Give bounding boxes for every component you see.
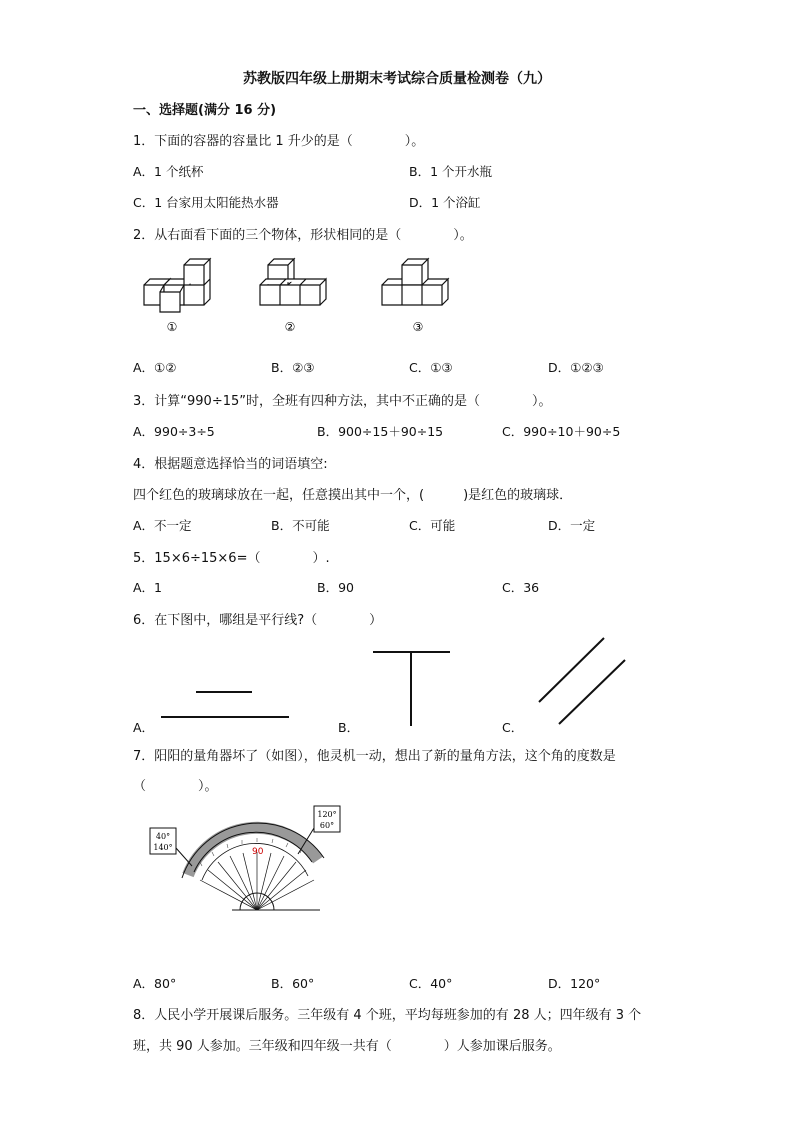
fig-label-2: ②: [284, 320, 296, 334]
q3-option-a[interactable]: A．990÷3÷5: [133, 424, 215, 439]
cube-figure-2: [260, 259, 326, 305]
q5-option-a[interactable]: A．1: [133, 580, 163, 595]
question-6-stem: 6．在下图中，哪组是平行线?（ ）: [133, 613, 383, 628]
q7-option-d[interactable]: D．120°: [548, 976, 601, 991]
fig-label-3: ③: [412, 320, 424, 334]
question-1-stem: 1．下面的容器的容量比 1 升少的是（ ）。: [133, 134, 425, 149]
question-7-stem-2: （ ）。: [133, 779, 218, 794]
question-8-line-2: 班，共 90 人参加。三年级和四年级一共有（ ）人参加课后服务。: [133, 1039, 561, 1054]
q4-option-c[interactable]: C．可能: [409, 518, 456, 533]
question-2-stem: 2．从右面看下面的三个物体，形状相同的是（ ）。: [133, 228, 473, 243]
parallel-lines-figures: [0, 632, 794, 732]
q3-option-c[interactable]: C．990÷10＋90÷5: [502, 424, 621, 439]
question-3-stem: 3．计算“990÷15”时，全班有四种方法，其中不正确的是（ ）。: [133, 394, 552, 409]
section-heading: 一、选择题(满分 16 分): [133, 103, 277, 118]
fig-label-1: ①: [166, 320, 178, 334]
option-c-line-2: [559, 660, 625, 724]
q5-option-b[interactable]: B．90: [317, 580, 354, 595]
q4-option-a[interactable]: A．不一定: [133, 518, 192, 533]
q6-option-c[interactable]: C．: [502, 720, 524, 735]
q4-option-b[interactable]: B．不可能: [271, 518, 330, 533]
q5-option-c[interactable]: C．36: [502, 580, 540, 595]
callout-right-top: 120°: [317, 810, 337, 819]
q1-option-d[interactable]: D．1 个浴缸: [409, 195, 481, 210]
q6-option-b[interactable]: B．: [338, 720, 360, 735]
page-title: 苏教版四年级上册期末考试综合质量检测卷（九）: [243, 71, 551, 87]
q1-option-b[interactable]: B．1 个开水瓶: [409, 164, 493, 179]
question-7-stem: 7．阳阳的量角器坏了（如图），他灵机一动，想出了新的量角方法，这个角的度数是: [133, 749, 616, 764]
q2-option-c[interactable]: C．①③: [409, 360, 453, 375]
callout-left-bottom: 140°: [153, 843, 173, 852]
q6-option-a[interactable]: A．: [133, 720, 155, 735]
q1-option-c[interactable]: C．1 台家用太阳能热水器: [133, 195, 279, 210]
cube-figures: [0, 255, 794, 335]
q3-option-b[interactable]: B．900÷15＋90÷15: [317, 424, 444, 439]
q7-option-b[interactable]: B．60°: [271, 976, 315, 991]
q2-option-d[interactable]: D．①②③: [548, 360, 604, 375]
question-4-text: 四个红色的玻璃球放在一起，任意摸出其中一个，( )是红色的玻璃球．: [133, 488, 573, 503]
question-5-stem: 5．15×6÷15×6=（ ）.: [133, 551, 330, 566]
cube-figure-1: [144, 259, 210, 312]
callout-right-bottom: 60°: [319, 821, 335, 830]
q2-option-b[interactable]: B．②③: [271, 360, 315, 375]
q7-option-c[interactable]: C．40°: [409, 976, 453, 991]
q4-option-d[interactable]: D．一定: [548, 518, 596, 533]
question-8-line-1: 8．人民小学开展课后服务。三年级有 4 个班，平均每班参加的有 28 人；四年级有 3 个: [133, 1008, 642, 1023]
q1-option-a[interactable]: A．1 个纸杯: [133, 164, 204, 179]
question-4-stem: 4．根据题意选择恰当的词语填空:: [133, 457, 328, 472]
q2-option-a[interactable]: A．①②: [133, 360, 177, 375]
q7-option-a[interactable]: A．80°: [133, 976, 177, 991]
callout-left-top: 40°: [155, 832, 171, 841]
broken-protractor-figure: [140, 800, 380, 930]
protractor-center-mark: 90: [252, 847, 264, 857]
option-c-line-1: [539, 638, 604, 702]
cube-figure-3: [382, 259, 448, 305]
